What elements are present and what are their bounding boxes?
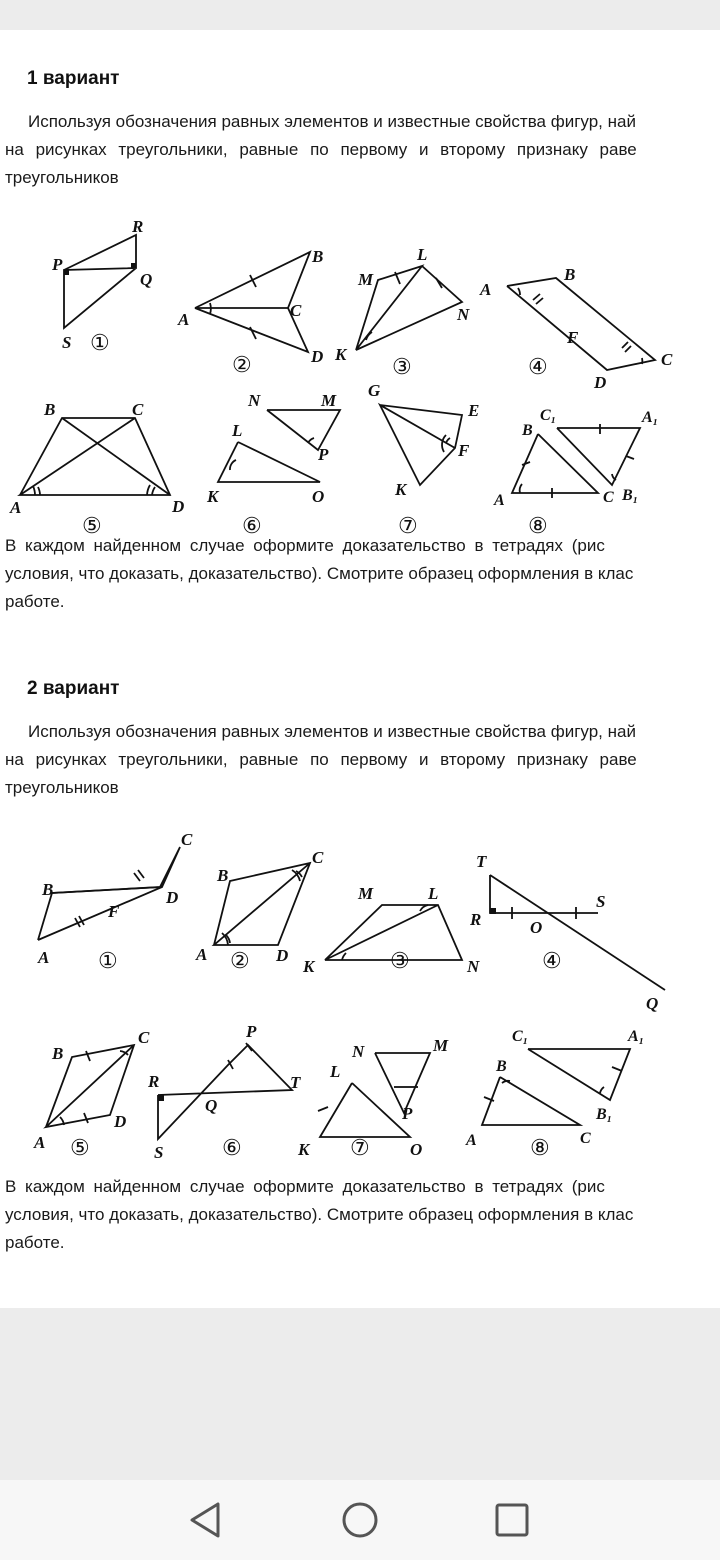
v1-fig-num-8: ⑧ — [528, 513, 548, 538]
svg-text:C: C — [138, 1028, 150, 1047]
svg-text:A: A — [34, 1133, 46, 1152]
v1-fig-num-6: ⑥ — [242, 513, 262, 538]
square-recents-icon[interactable] — [492, 1500, 532, 1540]
svg-text:M: M — [321, 391, 337, 410]
v1-fig-num-4: ④ — [528, 354, 548, 379]
v1-fig-num-2: ② — [232, 352, 252, 377]
svg-text:M: M — [433, 1036, 449, 1055]
variant1-intro-line-1: Используя обозначения равных элементов и известные свойства фигур, най — [28, 112, 636, 131]
svg-text:A: A — [178, 310, 190, 329]
svg-text:N: N — [248, 391, 261, 410]
svg-text:B: B — [42, 880, 54, 899]
svg-text:A₁: A₁ — [642, 409, 659, 426]
svg-text:C: C — [312, 848, 324, 867]
svg-text:N: N — [352, 1042, 365, 1061]
circle-home-icon[interactable] — [340, 1500, 380, 1540]
v2-fig-num-8: ⑧ — [530, 1135, 550, 1160]
svg-text:T: T — [290, 1073, 301, 1092]
svg-text:C: C — [603, 489, 614, 506]
svg-text:N: N — [467, 957, 480, 976]
variant1-heading: 1 вариант — [27, 68, 120, 89]
svg-text:D: D — [166, 888, 179, 907]
v1-figure-4 — [479, 265, 673, 392]
svg-text:P: P — [52, 255, 63, 274]
v1-figure-7 — [368, 381, 479, 538]
variant2-note — [5, 1173, 633, 1257]
svg-text:C₁: C₁ — [540, 407, 557, 424]
svg-text:N: N — [457, 305, 470, 324]
variant1-note-line-2: условия, что доказать, доказательство). Смотрите образец оформления в клас — [5, 564, 634, 583]
v1-figure-1 — [51, 217, 152, 355]
variant1-intro-line-3: треугольников — [5, 168, 119, 187]
svg-text:O: O — [410, 1140, 423, 1159]
svg-text:T: T — [476, 852, 487, 871]
svg-text:L: L — [417, 245, 428, 264]
svg-text:S: S — [62, 333, 72, 352]
v2-fig-num-1: ① — [98, 948, 118, 973]
svg-text:P: P — [318, 445, 329, 464]
svg-text:C: C — [661, 350, 673, 369]
v2-figure-5 — [33, 1028, 150, 1160]
svg-text:E: E — [468, 401, 480, 420]
variant1-note — [5, 532, 633, 616]
variant2-intro-line-3: треугольников — [5, 778, 119, 797]
svg-text:A: A — [466, 1132, 477, 1149]
v2-fig-num-6: ⑥ — [222, 1135, 242, 1160]
svg-text:F: F — [458, 441, 470, 460]
v1-figure-8 — [493, 407, 658, 538]
svg-text:A: A — [494, 492, 505, 509]
svg-text:L: L — [330, 1062, 341, 1081]
v2-fig-num-3: ③ — [390, 948, 410, 973]
svg-text:B₁: B₁ — [622, 487, 639, 504]
svg-text:B: B — [217, 866, 229, 885]
v2-figure-1 — [37, 830, 193, 973]
svg-text:B: B — [564, 265, 576, 284]
svg-text:S: S — [596, 892, 606, 911]
svg-text:K: K — [298, 1140, 310, 1159]
svg-text:C: C — [132, 400, 144, 419]
svg-text:B: B — [522, 422, 533, 439]
svg-text:A: A — [10, 498, 22, 517]
v1-fig-num-1: ① — [90, 330, 110, 355]
v2-fig-num-5: ⑤ — [70, 1135, 90, 1160]
variant2-note-line-1: В каждом найденном случае оформите доказательство в тетрадях (рис — [5, 1177, 605, 1196]
svg-text:C: C — [181, 830, 193, 849]
svg-text:R: R — [132, 217, 144, 236]
v2-fig-num-7: ⑦ — [350, 1135, 370, 1160]
v1-figure-2 — [177, 247, 323, 377]
variant1-intro — [5, 108, 637, 192]
svg-text:F: F — [108, 902, 120, 921]
page-background-bottom — [0, 1308, 720, 1480]
variant2-intro-line-2: на рисунках треугольники, равные по первому и второму признаку раве — [5, 750, 637, 769]
svg-text:R: R — [470, 910, 482, 929]
variant2-intro-line-1: Используя обозначения равных элементов и известные свойства фигур, най — [28, 722, 636, 741]
v2-figure-6 — [147, 1022, 301, 1160]
v1-figure-3 — [334, 245, 470, 379]
svg-text:P: P — [246, 1022, 257, 1041]
svg-text:O: O — [530, 918, 543, 937]
svg-text:A: A — [196, 945, 208, 964]
svg-text:O: O — [312, 487, 325, 506]
v2-fig-num-2: ② — [230, 948, 250, 973]
v2-fig-num-4: ④ — [542, 948, 562, 973]
variant1-intro-line-2: на рисунках треугольники, равные по первому и второму признаку раве — [5, 140, 637, 159]
svg-text:G: G — [368, 381, 381, 400]
svg-text:B: B — [44, 400, 56, 419]
v1-fig-num-5: ⑤ — [82, 513, 102, 538]
v1-fig-num-3: ③ — [392, 354, 412, 379]
svg-text:D: D — [594, 373, 607, 392]
variant1-figures — [0, 210, 720, 540]
svg-text:F: F — [567, 328, 579, 347]
v2-figure-2 — [195, 848, 324, 973]
svg-text:D: D — [114, 1112, 127, 1131]
variant2-intro — [5, 718, 637, 802]
triangle-back-icon[interactable] — [186, 1500, 226, 1540]
svg-text:A: A — [38, 948, 50, 967]
status-strip — [0, 0, 720, 30]
svg-text:D: D — [172, 497, 185, 516]
android-nav-bar — [0, 1480, 720, 1560]
svg-text:B₁: B₁ — [596, 1106, 613, 1123]
svg-text:A: A — [480, 280, 492, 299]
svg-text:Q: Q — [646, 994, 659, 1013]
v1-figure-5 — [9, 400, 184, 538]
svg-text:R: R — [148, 1072, 160, 1091]
variant1-note-line-1: В каждом найденном случае оформите доказательство в тетрадях (рис — [5, 536, 605, 555]
variant2-heading: 2 вариант — [27, 678, 120, 699]
svg-text:Q: Q — [205, 1096, 218, 1115]
svg-text:L: L — [232, 421, 243, 440]
variant1-note-line-3: работе. — [5, 592, 65, 611]
svg-text:K: K — [395, 480, 407, 499]
svg-text:S: S — [154, 1143, 164, 1160]
svg-text:K: K — [335, 345, 347, 364]
svg-text:L: L — [428, 884, 439, 903]
svg-text:K: K — [303, 957, 315, 976]
document-page — [0, 30, 720, 1308]
svg-text:M: M — [358, 884, 374, 903]
v2-figure-7 — [297, 1036, 449, 1160]
svg-text:D: D — [311, 347, 324, 366]
svg-text:C₁: C₁ — [512, 1028, 529, 1045]
v2-figure-3 — [302, 884, 480, 976]
svg-text:D: D — [276, 946, 289, 965]
svg-text:B: B — [52, 1044, 64, 1063]
variant2-figures — [0, 815, 720, 1160]
svg-text:P: P — [402, 1104, 413, 1123]
svg-text:C: C — [290, 301, 302, 320]
svg-text:A₁: A₁ — [628, 1028, 645, 1045]
v2-figure-4 — [469, 852, 665, 1013]
v2-figure-8 — [465, 1028, 644, 1160]
svg-text:C: C — [580, 1130, 591, 1147]
svg-text:Q: Q — [140, 270, 153, 289]
variant2-note-line-2: условия, что доказать, доказательство). Смотрите образец оформления в клас — [5, 1205, 634, 1224]
v1-figure-6 — [206, 391, 340, 538]
svg-text:K: K — [207, 487, 219, 506]
svg-text:B: B — [312, 247, 324, 266]
variant2-note-line-3: работе. — [5, 1233, 65, 1252]
svg-text:B: B — [496, 1058, 507, 1075]
svg-text:M: M — [358, 270, 374, 289]
v1-fig-num-7: ⑦ — [398, 513, 418, 538]
